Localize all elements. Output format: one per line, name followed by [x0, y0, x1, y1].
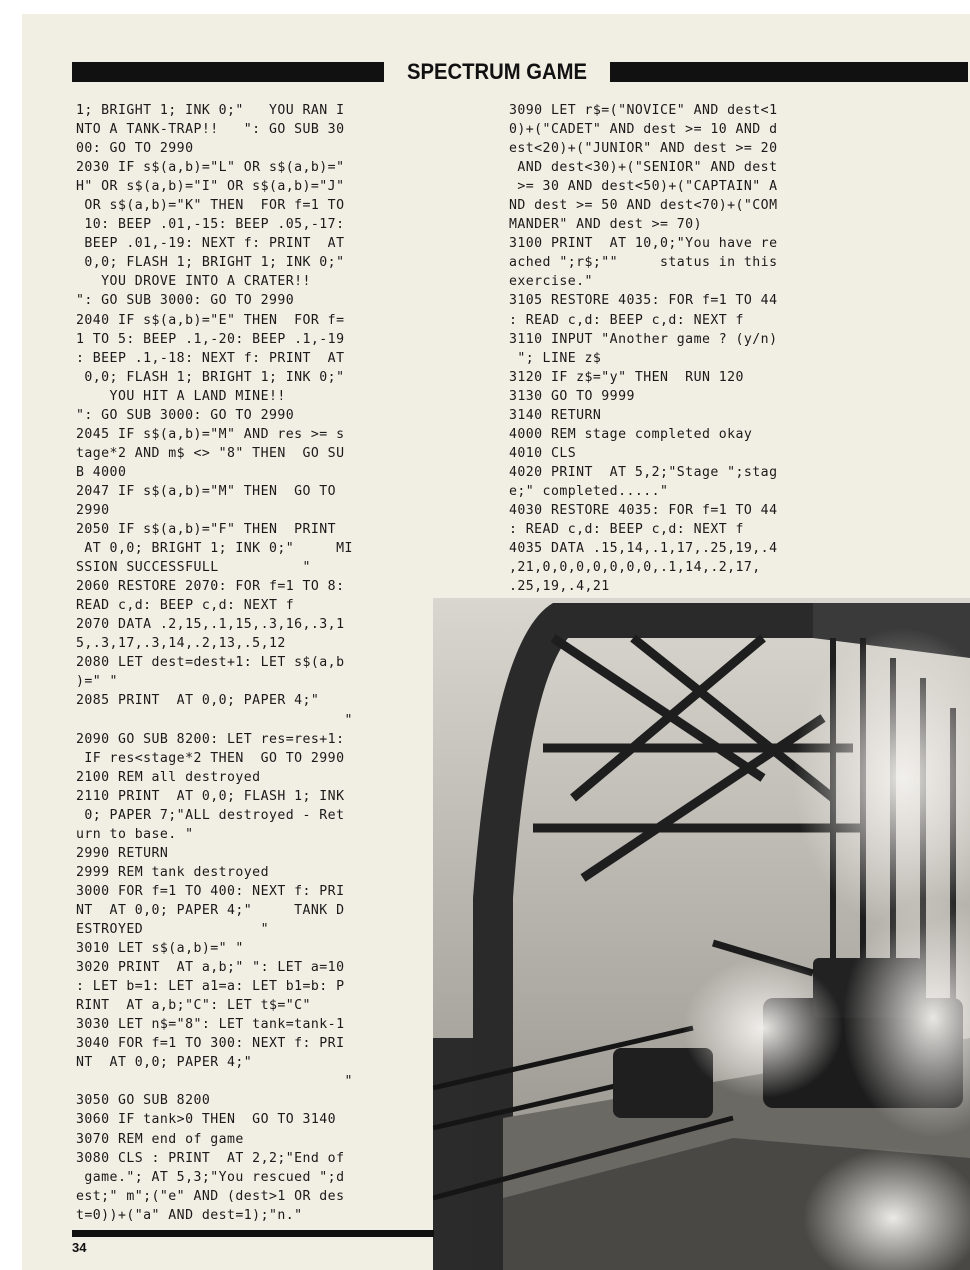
code-line: 2070 DATA .2,15,.1,15,.3,16,.3,1	[76, 617, 345, 633]
code-line: : BEEP .1,-18: NEXT f: PRINT AT	[76, 350, 345, 366]
code-line: 2999 REM tank destroyed	[76, 864, 269, 880]
code-line: MANDER" AND dest >= 70)	[509, 217, 702, 233]
code-line: 1; BRIGHT 1; INK 0;" YOU RAN I	[76, 103, 345, 118]
code-line: : READ c,d: BEEP c,d: NEXT f	[509, 522, 744, 538]
code-line: 3090 LET r$=("NOVICE" AND dest<1	[509, 103, 778, 118]
section-title: SPECTRUM GAME	[407, 59, 587, 84]
code-line: 3030 LET n$="8": LET tank=tank-1	[76, 1017, 345, 1033]
code-line: 2085 PRINT AT 0,0; PAPER 4;"	[76, 693, 320, 709]
code-line: 2047 IF s$(a,b)="M" THEN GO TO	[76, 483, 337, 499]
code-line: urn to base. "	[76, 826, 194, 842]
code-line: RINT AT a,b;"C": LET t$="C"	[76, 998, 311, 1014]
code-listing-left-column	[76, 101, 426, 1225]
code-line: READ c,d: BEEP c,d: NEXT f	[76, 598, 295, 614]
code-line: 2060 RESTORE 2070: FOR f=1 TO 8:	[76, 579, 345, 595]
code-line: YOU DROVE INTO A CRATER!!	[76, 274, 311, 290]
code-line: 0)+("CADET" AND dest >= 10 AND d	[509, 122, 778, 138]
code-line: game."; AT 5,3;"You rescued ";d	[76, 1169, 345, 1185]
code-line: "	[76, 1074, 353, 1090]
code-line: B 4000	[76, 464, 127, 480]
code-line: : READ c,d: BEEP c,d: NEXT f	[509, 312, 744, 328]
code-line: 3100 PRINT AT 10,0;"You have re	[509, 236, 778, 252]
code-line: 3120 IF z$="y" THEN RUN 120	[509, 369, 744, 385]
code-line: ": GO SUB 3000: GO TO 2990	[76, 407, 295, 423]
code-line: 3050 GO SUB 8200	[76, 1093, 211, 1109]
code-line: 3000 FOR f=1 TO 400: NEXT f: PRI	[76, 883, 345, 899]
code-line: 2080 LET dest=dest+1: LET s$(a,b	[76, 655, 345, 671]
code-line: 3010 LET s$(a,b)=" "	[76, 941, 244, 957]
code-line: OR s$(a,b)="K" THEN FOR f=1 TO	[76, 198, 345, 214]
code-line: 4035 DATA .15,14,.1,17,.25,19,.4	[509, 541, 778, 557]
code-line: IF res<stage*2 THEN GO TO 2990	[76, 750, 345, 766]
code-line: NTO A TANK-TRAP!! ": GO SUB 30	[76, 122, 345, 138]
bridge-tank-photo	[433, 598, 970, 1270]
code-line: "	[76, 712, 353, 728]
code-line: 4000 REM stage completed okay	[509, 426, 753, 442]
code-line: ached ";r$;"" status in this	[509, 255, 778, 271]
code-line: 0,0; FLASH 1; BRIGHT 1; INK 0;"	[76, 369, 345, 385]
code-line: 2990 RETURN	[76, 845, 169, 861]
page-number: 34	[72, 1240, 87, 1255]
code-line: >= 30 AND dest<50)+("CAPTAIN" A	[509, 179, 778, 195]
header-rule-left	[72, 62, 384, 82]
code-line: .25,19,.4,21	[509, 579, 610, 595]
code-line: "; LINE z$	[509, 350, 602, 366]
code-line: 2990	[76, 502, 110, 518]
code-line: 3110 INPUT "Another game ? (y/n)	[509, 331, 778, 347]
code-line: 3140 RETURN	[509, 407, 602, 423]
code-line: BEEP .01,-19: NEXT f: PRINT AT	[76, 236, 345, 252]
code-line: ESTROYED "	[76, 922, 269, 938]
code-line: H" OR s$(a,b)="I" OR s$(a,b)="J"	[76, 179, 345, 195]
code-listing-right-column	[509, 101, 859, 596]
code-line: AND dest<30)+("SENIOR" AND dest	[509, 160, 778, 176]
code-line: 5,.3,17,.3,14,.2,13,.5,12	[76, 636, 286, 652]
code-line: est;" m";("e" AND (dest>1 OR des	[76, 1188, 345, 1204]
code-line: ,21,0,0,0,0,0,0,0,.1,14,.2,17,	[509, 560, 761, 576]
code-line: SSION SUCCESSFULL "	[76, 560, 311, 576]
code-line: 1 TO 5: BEEP .1,-20: BEEP .1,-19	[76, 331, 345, 347]
code-line: 00: GO TO 2990	[76, 141, 194, 157]
code-line: exercise."	[509, 274, 593, 290]
code-line: 4030 RESTORE 4035: FOR f=1 TO 44	[509, 502, 778, 518]
code-line: YOU HIT A LAND MINE!!	[76, 388, 286, 404]
code-line: 3060 IF tank>0 THEN GO TO 3140	[76, 1112, 337, 1128]
code-line: 4020 PRINT AT 5,2;"Stage ";stag	[509, 464, 778, 480]
code-line: 3080 CLS : PRINT AT 2,2;"End of	[76, 1150, 345, 1166]
code-line: est<20)+("JUNIOR" AND dest >= 20	[509, 141, 778, 157]
code-line: t=0))+("a" AND dest=1);"n."	[76, 1207, 303, 1223]
code-line: 3105 RESTORE 4035: FOR f=1 TO 44	[509, 293, 778, 309]
code-line: 2050 IF s$(a,b)="F" THEN PRINT	[76, 522, 337, 538]
code-line: AT 0,0; BRIGHT 1; INK 0;" MI	[76, 541, 353, 557]
header-rule-right	[610, 62, 968, 82]
code-line: 3070 REM end of game	[76, 1131, 244, 1147]
code-line: e;" completed....."	[509, 483, 669, 499]
code-line: : LET b=1: LET a1=a: LET b1=b: P	[76, 979, 345, 995]
code-line: 2040 IF s$(a,b)="E" THEN FOR f=	[76, 312, 345, 328]
code-line: )=" "	[76, 674, 118, 690]
code-line: ": GO SUB 3000: GO TO 2990	[76, 293, 295, 309]
code-line: 2045 IF s$(a,b)="M" AND res >= s	[76, 426, 345, 442]
code-line: 0,0; FLASH 1; BRIGHT 1; INK 0;"	[76, 255, 345, 271]
bottom-rule	[72, 1230, 434, 1237]
code-line: tage*2 AND m$ <> "8" THEN GO SU	[76, 445, 345, 461]
code-line: 3040 FOR f=1 TO 300: NEXT f: PRI	[76, 1036, 345, 1052]
code-line: 10: BEEP .01,-15: BEEP .05,-17:	[76, 217, 345, 233]
code-line: NT AT 0,0; PAPER 4;" TANK D	[76, 902, 345, 918]
code-line: 2110 PRINT AT 0,0; FLASH 1; INK	[76, 788, 345, 804]
code-line: 0; PAPER 7;"ALL destroyed - Ret	[76, 807, 345, 823]
code-line: ND dest >= 50 AND dest<70)+("COM	[509, 198, 778, 214]
code-line: 2100 REM all destroyed	[76, 769, 261, 785]
code-line: 3020 PRINT AT a,b;" ": LET a=10	[76, 960, 345, 976]
code-line: 2030 IF s$(a,b)="L" OR s$(a,b)="	[76, 160, 345, 176]
code-line: 3130 GO TO 9999	[509, 388, 635, 404]
code-line: NT AT 0,0; PAPER 4;"	[76, 1055, 253, 1071]
code-line: 4010 CLS	[509, 445, 577, 461]
code-line: 2090 GO SUB 8200: LET res=res+1:	[76, 731, 345, 747]
